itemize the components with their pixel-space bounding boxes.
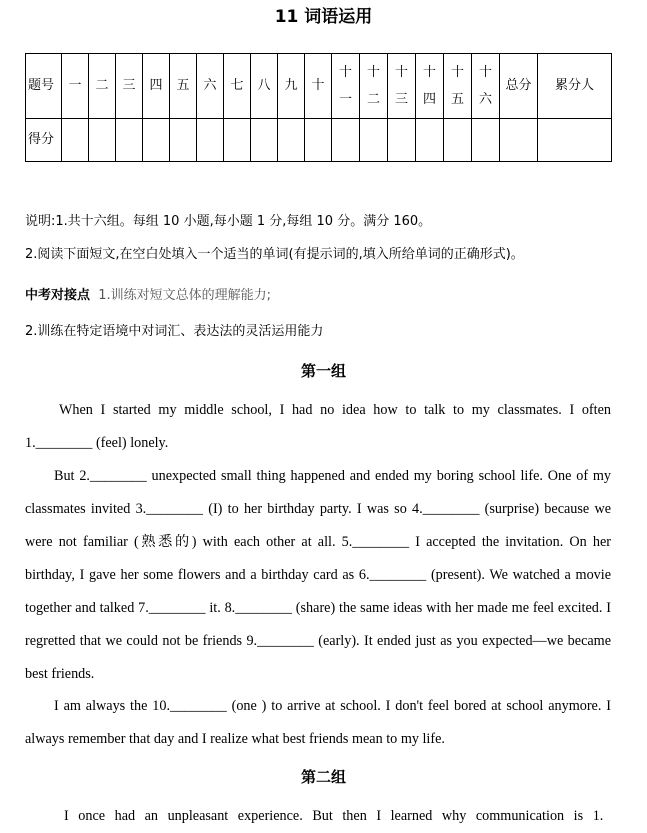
score-table-score-row bbox=[26, 119, 612, 162]
column-header: 三 bbox=[116, 54, 143, 119]
column-header: 六 bbox=[197, 54, 224, 119]
score-cell[interactable] bbox=[444, 119, 472, 162]
score-cell[interactable] bbox=[360, 119, 388, 162]
scorer-label: 累分人 bbox=[538, 54, 612, 119]
score-cell[interactable] bbox=[416, 119, 444, 162]
group2-paragraph-1: I once had an unpleasant experience. But then I learned why communication is 1. bbox=[64, 808, 604, 824]
score-cell[interactable] bbox=[224, 119, 251, 162]
column-header-stacked: 十 一 bbox=[332, 54, 360, 119]
score-cell[interactable] bbox=[143, 119, 170, 162]
column-header-stacked: 十 二 bbox=[360, 54, 388, 119]
score-cell[interactable] bbox=[305, 119, 332, 162]
question-number-label: 题号 bbox=[26, 54, 62, 119]
score-cell[interactable] bbox=[116, 119, 143, 162]
column-header: 十 bbox=[305, 54, 332, 119]
column-header-stacked: 十 五 bbox=[444, 54, 472, 119]
column-header-stacked: 十 六 bbox=[472, 54, 500, 119]
instruction-line-3 bbox=[25, 287, 271, 305]
score-cell[interactable] bbox=[170, 119, 197, 162]
group1-paragraph-1: When I started my middle school, I had no idea how to talk to my classmates. I often 1.________ (feel) lonely. bbox=[25, 402, 611, 451]
column-header: 八 bbox=[251, 54, 278, 119]
score-table bbox=[25, 53, 612, 162]
column-header: 七 bbox=[224, 54, 251, 119]
column-header: 一 bbox=[62, 54, 89, 119]
score-table-header-row bbox=[26, 54, 612, 119]
column-header-stacked: 十 三 bbox=[388, 54, 416, 119]
group1-paragraph-3: I am always the 10.________ (one ) to arrive at school. I don't feel bored at school anymore. I always remember that day and I realize what best friends mean to my life. bbox=[25, 698, 611, 747]
column-header: 五 bbox=[170, 54, 197, 119]
column-header: 九 bbox=[278, 54, 305, 119]
focus-point-1: 1.训练对短文总体的理解能力; bbox=[98, 288, 272, 303]
score-cell[interactable] bbox=[89, 119, 116, 162]
group1-paragraph-2: But 2.________ unexpected small thing happened and ended my boring school life. One of my classmates invited 3.________ (I) to her birthday party. I was so 4.________ (surprise) because we were not familiar (熟悉的) with each other at all. 5.________ I accepted the invitation. On her birthday, I gave her some flowers and a birthday card as 6.________ (present). We watched a movie together and talked 7.________ it. 8.________ (share) the same ideas with her made me feel excited. I regretted that we could not be friends 9.________ (early). It ended just as you expected—we became best friends. bbox=[25, 468, 611, 682]
score-cell[interactable] bbox=[332, 119, 360, 162]
column-header: 二 bbox=[89, 54, 116, 119]
total-score-cell[interactable] bbox=[500, 119, 538, 162]
group2-heading: 第二组 bbox=[300, 768, 346, 786]
score-cell[interactable] bbox=[197, 119, 224, 162]
score-cell[interactable] bbox=[278, 119, 305, 162]
column-header: 四 bbox=[143, 54, 170, 119]
group1-heading: 第一组 bbox=[300, 362, 346, 380]
score-cell[interactable] bbox=[62, 119, 89, 162]
score-cell[interactable] bbox=[251, 119, 278, 162]
scorer-cell[interactable] bbox=[538, 119, 612, 162]
column-header-stacked: 十 四 bbox=[416, 54, 444, 119]
score-cell[interactable] bbox=[472, 119, 500, 162]
instruction-line-4: 2.训练在特定语境中对词汇、表达法的灵活运用能力 bbox=[25, 324, 324, 339]
exam-focus-label: 中考对接点 bbox=[25, 288, 91, 303]
total-score-label: 总分 bbox=[500, 54, 538, 119]
score-label: 得分 bbox=[26, 119, 62, 162]
instruction-line-1: 说明:1.共十六组。每组 10 小题,每小题 1 分,每组 10 分。满分 160。 bbox=[25, 214, 432, 229]
score-cell[interactable] bbox=[388, 119, 416, 162]
page-title: 11 词语运用 bbox=[274, 7, 373, 27]
instruction-line-2: 2.阅读下面短文,在空白处填入一个适当的单词(有提示词的,填入所给单词的正确形式)。 bbox=[25, 247, 524, 262]
